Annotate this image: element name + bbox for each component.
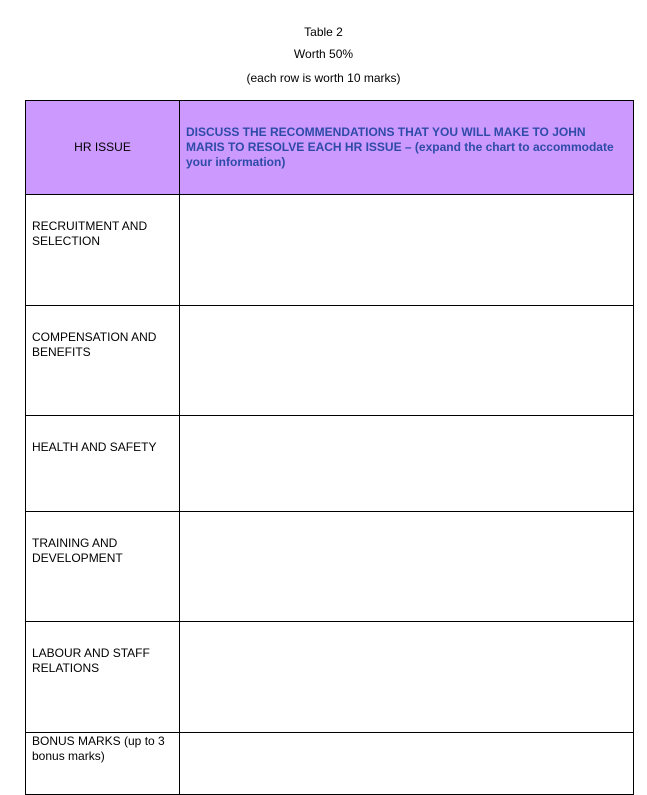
answer-cell-labour-relations[interactable] [180, 622, 634, 733]
issue-training: TRAINING AND DEVELOPMENT [26, 512, 180, 622]
issue-recruitment: RECRUITMENT AND SELECTION [26, 195, 180, 306]
marks-note: (each row is worth 10 marks) [246, 71, 401, 85]
issue-compensation: COMPENSATION AND BENEFITS [26, 306, 180, 416]
answer-cell-compensation[interactable] [180, 306, 634, 416]
hr-issues-table [25, 100, 634, 795]
issue-bonus-marks: BONUS MARKS (up to 3 bonus marks) [26, 733, 180, 795]
table-row [26, 195, 634, 306]
recommendations-column-header: DISCUSS THE RECOMMENDATIONS THAT YOU WILL MAKE TO JOHN MARIS TO RESOLVE EACH HR ISSUE – (expand the chart to accommodate your information) [180, 101, 634, 195]
answer-cell-training[interactable] [180, 512, 634, 622]
table-row [26, 416, 634, 512]
worth-label: Worth 50% [293, 47, 354, 61]
table-row [26, 733, 634, 795]
answer-cell-bonus-marks[interactable] [180, 733, 634, 795]
issue-labour-relations: LABOUR AND STAFF RELATIONS [26, 622, 180, 733]
issue-health-safety: HEALTH AND SAFETY [26, 416, 180, 512]
table-header-row [26, 101, 634, 195]
answer-cell-recruitment[interactable] [180, 195, 634, 306]
table-row [26, 622, 634, 733]
table-title: Table 2 [304, 25, 343, 39]
table-row [26, 306, 634, 416]
answer-cell-health-safety[interactable] [180, 416, 634, 512]
hr-issue-column-header: HR ISSUE [26, 101, 180, 195]
table-row [26, 512, 634, 622]
